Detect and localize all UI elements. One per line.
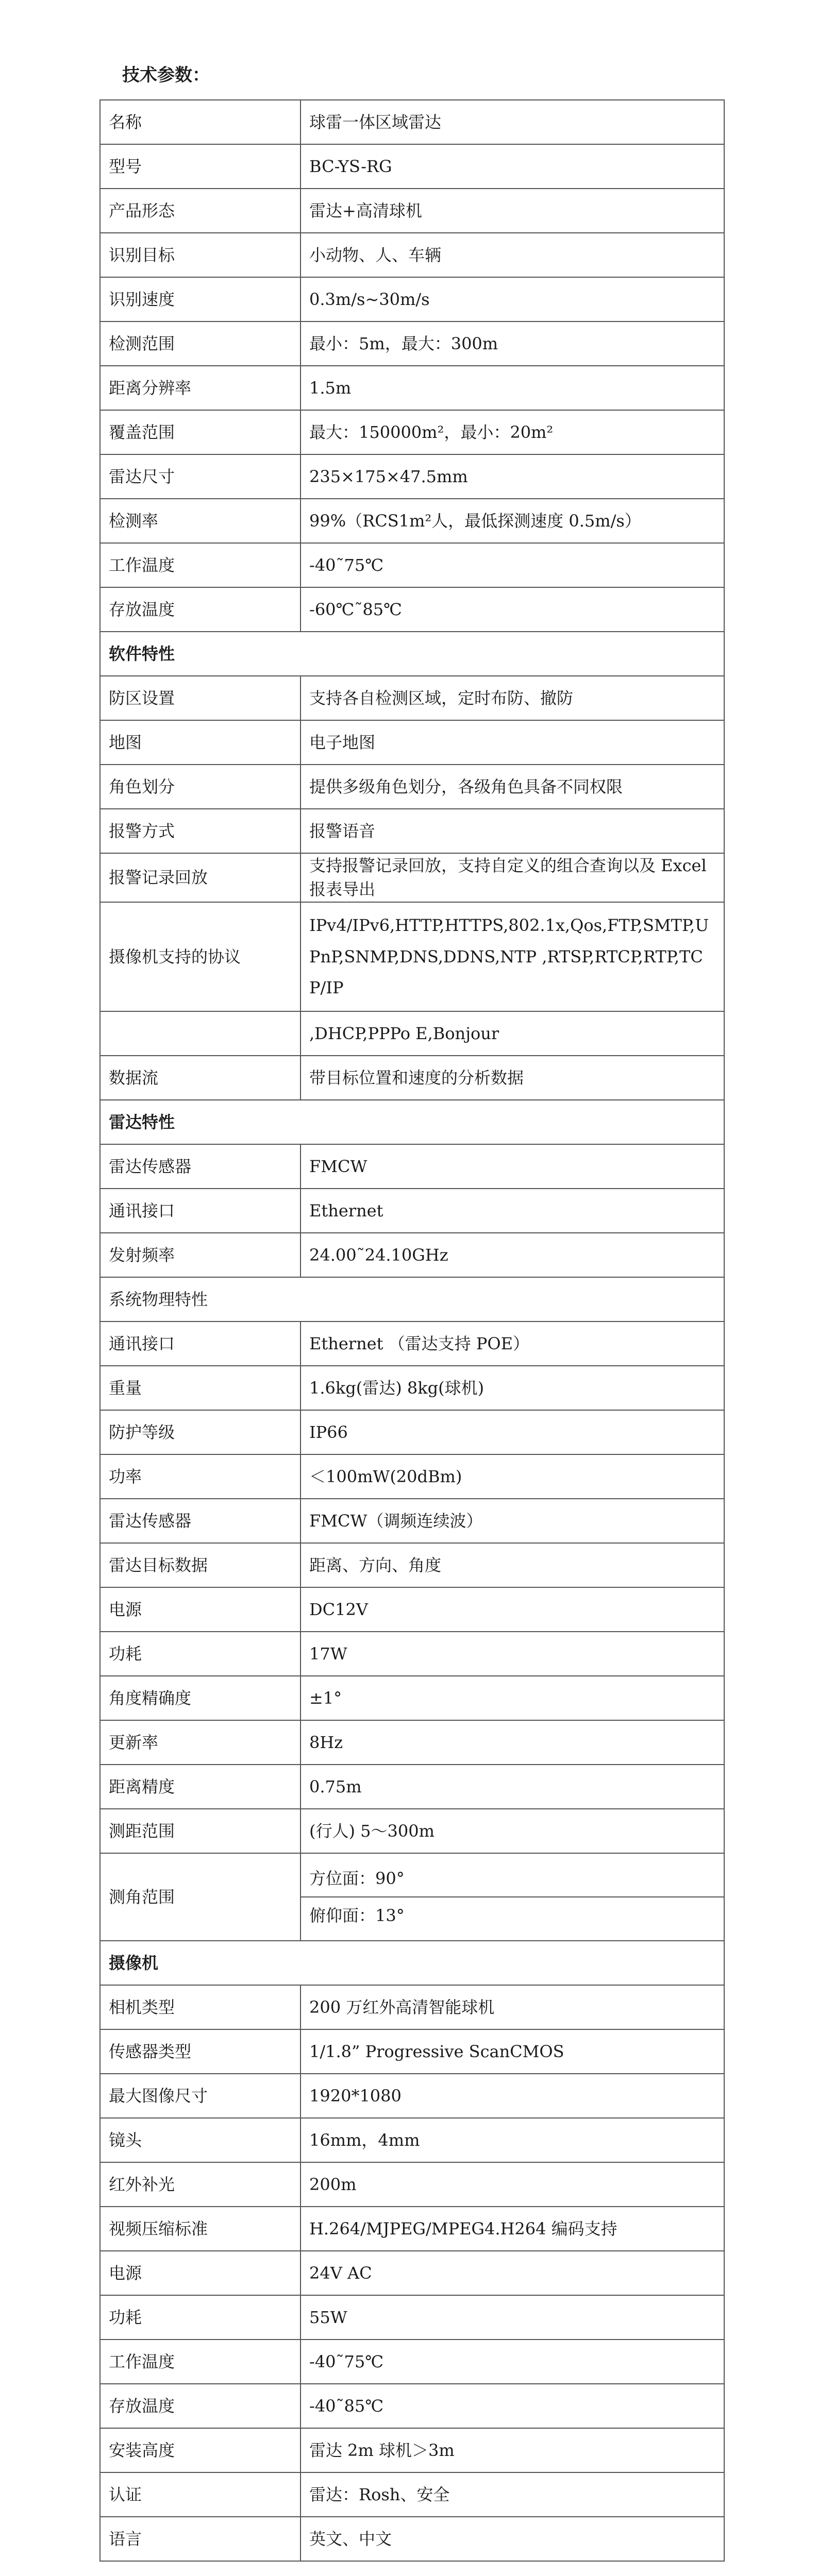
spec-row [100, 720, 724, 765]
spec-label: 名称 [100, 100, 301, 144]
spec-label: 红外补光 [100, 2162, 301, 2207]
spec-row [100, 2029, 724, 2074]
spec-row [100, 189, 724, 233]
spec-value: 16mm，4mm [301, 2118, 724, 2162]
spec-label: 角度精确度 [100, 1676, 301, 1720]
spec-label: 距离分辨率 [100, 366, 301, 410]
spec-row [100, 1587, 724, 1632]
spec-value: H.264/MJPEG/MPEG4.H264 编码支持 [301, 2207, 724, 2251]
spec-value: 报警语音 [301, 809, 724, 853]
spec-row [100, 1632, 724, 1676]
spec-label: 型号 [100, 144, 301, 189]
spec-row [100, 1454, 724, 1499]
spec-value: 1.5m [301, 366, 724, 410]
spec-row [100, 1853, 724, 1941]
spec-label: 语言 [100, 2517, 301, 2561]
spec-value: 1.6kg(雷达) 8kg(球机) [301, 1366, 724, 1410]
spec-label: 雷达目标数据 [100, 1543, 301, 1587]
spec-value: IPv4/IPv6,HTTP,HTTPS,802.1x,Qos,FTP,SMTP,UPnP,SNMP,DNS,DDNS,NTP ,RTSP,RTCP,RTP,TCP/IP [301, 902, 724, 1011]
spec-value: 24.00˜24.10GHz [301, 1233, 724, 1277]
section-title: 摄像机 [100, 1941, 724, 1985]
spec-row [100, 676, 724, 720]
spec-value: 1/1.8” Progressive ScanCMOS [301, 2029, 724, 2074]
spec-label: 传感器类型 [100, 2029, 301, 2074]
spec-value: -40˜75℃ [301, 543, 724, 587]
spec-row [100, 1366, 724, 1410]
spec-label: 工作温度 [100, 2340, 301, 2384]
spec-value: (行人) 5～300m [301, 1809, 724, 1853]
spec-row [100, 1765, 724, 1809]
spec-label: 摄像机支持的协议 [100, 902, 301, 1011]
page-title: 技术参数： [122, 65, 210, 86]
spec-label [100, 1011, 301, 1056]
spec-value: FMCW（调频连续波） [301, 1499, 724, 1543]
spec-value: 英文、中文 [301, 2517, 724, 2561]
spec-label: 功耗 [100, 1632, 301, 1676]
spec-label: 雷达传感器 [100, 1144, 301, 1189]
section-row [100, 632, 724, 676]
spec-value: 最大：150000m²，最小：20m² [301, 410, 724, 454]
spec-row [100, 410, 724, 454]
spec-label: 存放温度 [100, 2384, 301, 2428]
spec-row [100, 809, 724, 853]
spec-value: IP66 [301, 1410, 724, 1454]
spec-label: 覆盖范围 [100, 410, 301, 454]
spec-row [100, 765, 724, 809]
spec-label: 雷达传感器 [100, 1499, 301, 1543]
spec-row [100, 2340, 724, 2384]
spec-value-line: 俯仰面：13° [309, 1906, 405, 1926]
spec-row [100, 853, 724, 902]
spec-label: 认证 [100, 2472, 301, 2517]
spec-table [99, 99, 725, 2562]
spec-label: 报警方式 [100, 809, 301, 853]
spec-row [100, 1321, 724, 1366]
spec-row [100, 144, 724, 189]
spec-value: 24V AC [301, 2251, 724, 2295]
spec-row [100, 1499, 724, 1543]
spec-label: 电源 [100, 1587, 301, 1632]
spec-label: 通讯接口 [100, 1189, 301, 1233]
spec-label: 防区设置 [100, 676, 301, 720]
spec-value: 最小：5m，最大：300m [301, 321, 724, 366]
spec-row [100, 1720, 724, 1765]
spec-value: 17W [301, 1632, 724, 1676]
spec-label: 雷达尺寸 [100, 454, 301, 499]
spec-value: 55W [301, 2295, 724, 2340]
spec-row [100, 1543, 724, 1587]
spec-value: Ethernet （雷达支持 POE） [301, 1321, 724, 1366]
spec-value-line: 方位面：90° [309, 1868, 405, 1888]
spec-value: 200m [301, 2162, 724, 2207]
spec-row [100, 1144, 724, 1189]
spec-label: 识别速度 [100, 277, 301, 321]
spec-value: 雷达+高清球机 [301, 189, 724, 233]
spec-value: DC12V [301, 1587, 724, 1632]
spec-label: 镜头 [100, 2118, 301, 2162]
spec-label: 安装高度 [100, 2428, 301, 2472]
spec-value: 8Hz [301, 1720, 724, 1765]
spec-row [100, 2472, 724, 2517]
spec-label: 检测率 [100, 499, 301, 543]
spec-row [100, 233, 724, 277]
spec-value: -40˜75℃ [301, 2340, 724, 2384]
spec-label: 地图 [100, 720, 301, 765]
section-title: 软件特性 [100, 632, 724, 676]
spec-label: 角色划分 [100, 765, 301, 809]
spec-label: 功耗 [100, 2295, 301, 2340]
spec-row [100, 2428, 724, 2472]
spec-row [100, 100, 724, 144]
spec-label: 功率 [100, 1454, 301, 1499]
section-title: 系统物理特性 [100, 1277, 724, 1321]
spec-row [100, 1809, 724, 1853]
spec-label: 相机类型 [100, 1985, 301, 2029]
spec-row [100, 902, 724, 1011]
spec-row [100, 1189, 724, 1233]
spec-row [100, 366, 724, 410]
spec-row [100, 587, 724, 632]
spec-label: 电源 [100, 2251, 301, 2295]
spec-value: ±1° [301, 1676, 724, 1720]
spec-label: 产品形态 [100, 189, 301, 233]
spec-row [100, 1011, 724, 1056]
spec-value: 带目标位置和速度的分析数据 [301, 1056, 724, 1100]
spec-label: 检测范围 [100, 321, 301, 366]
spec-value: BC-YS-RG [301, 144, 724, 189]
spec-label: 存放温度 [100, 587, 301, 632]
spec-value: 电子地图 [301, 720, 724, 765]
spec-value: 球雷一体区域雷达 [301, 100, 724, 144]
spec-row [100, 277, 724, 321]
section-row [100, 1100, 724, 1144]
spec-value: ,DHCP,PPPo E,Bonjour [301, 1011, 724, 1056]
spec-value: 雷达 2m 球机＞3m [301, 2428, 724, 2472]
spec-row [100, 1056, 724, 1100]
spec-value: 距离、方向、角度 [301, 1543, 724, 1587]
spec-value: 提供多级角色划分，各级角色具备不同权限 [301, 765, 724, 809]
spec-label: 重量 [100, 1366, 301, 1410]
spec-value: 200 万红外高清智能球机 [301, 1985, 724, 2029]
spec-label: 防护等级 [100, 1410, 301, 1454]
spec-value: 0.3m/s~30m/s [301, 277, 724, 321]
spec-row [100, 2517, 724, 2561]
spec-row [100, 454, 724, 499]
spec-label: 视频压缩标准 [100, 2207, 301, 2251]
section-row [100, 1277, 724, 1321]
spec-value: 0.75m [301, 1765, 724, 1809]
spec-row [100, 543, 724, 587]
spec-label: 测距范围 [100, 1809, 301, 1853]
spec-value: 1920*1080 [301, 2074, 724, 2118]
spec-row [100, 2118, 724, 2162]
spec-value: FMCW [301, 1144, 724, 1189]
spec-value: 支持报警记录回放，支持自定义的组合查询以及 Excel 报表导出 [301, 853, 724, 902]
spec-row [100, 1676, 724, 1720]
spec-label: 发射频率 [100, 1233, 301, 1277]
spec-label: 数据流 [100, 1056, 301, 1100]
spec-row [100, 2162, 724, 2207]
spec-value: 235×175×47.5mm [301, 454, 724, 499]
section-title: 雷达特性 [100, 1100, 724, 1144]
spec-label: 测角范围 [100, 1853, 301, 1941]
spec-label: 通讯接口 [100, 1321, 301, 1366]
spec-value: ＜100mW(20dBm) [301, 1454, 724, 1499]
spec-row [100, 2251, 724, 2295]
spec-label: 更新率 [100, 1720, 301, 1765]
section-row [100, 1941, 724, 1985]
spec-value [301, 1853, 724, 1941]
spec-row [100, 321, 724, 366]
spec-label: 报警记录回放 [100, 853, 301, 902]
spec-value: Ethernet [301, 1189, 724, 1233]
spec-row [100, 2295, 724, 2340]
spec-label: 识别目标 [100, 233, 301, 277]
spec-row [100, 1985, 724, 2029]
spec-row [100, 2207, 724, 2251]
spec-label: 工作温度 [100, 543, 301, 587]
spec-value: -60℃˜85℃ [301, 587, 724, 632]
spec-value: 小动物、人、车辆 [301, 233, 724, 277]
spec-row [100, 2384, 724, 2428]
spec-row [100, 1233, 724, 1277]
spec-label: 距离精度 [100, 1765, 301, 1809]
spec-row [100, 1410, 724, 1454]
spec-row [100, 2074, 724, 2118]
spec-row [100, 499, 724, 543]
spec-value: 雷达：Rosh、安全 [301, 2472, 724, 2517]
spec-value: -40˜85℃ [301, 2384, 724, 2428]
spec-value: 支持各自检测区域，定时布防、撤防 [301, 676, 724, 720]
spec-value: 99%（RCS1m²人，最低探测速度 0.5m/s） [301, 499, 724, 543]
spec-label: 最大图像尺寸 [100, 2074, 301, 2118]
